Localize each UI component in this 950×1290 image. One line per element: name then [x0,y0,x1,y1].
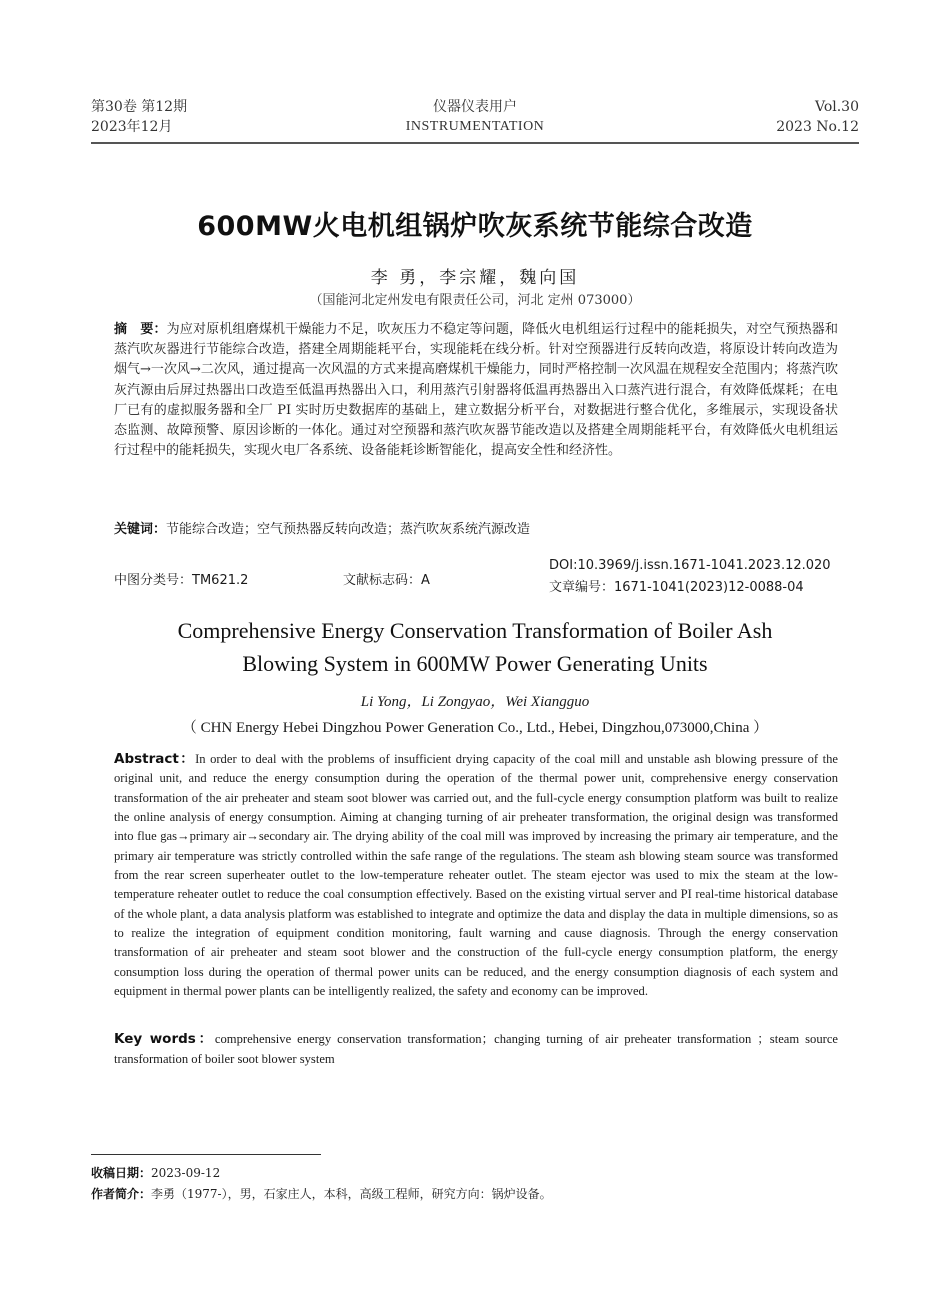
keywords-cn [114,518,838,537]
authors-en: Li Yong，Li Zongyao，Wei Xiangguo [360,694,590,710]
journal-name-en: INSTRUMENTATION [405,119,545,134]
clc-value: TM621.2 [192,573,249,588]
volume-en: Vol.30 [815,99,859,115]
authors-cn: 李 勇，李宗耀，魏向国 [370,268,580,288]
author-bio [91,1185,552,1202]
journal-name-cn: 仪器仪表用户 [433,99,517,115]
paper-title-cn: 600MW火电机组锅炉吹灰系统节能综合改造 [197,211,753,242]
doc-code-label: 文献标志码： [343,573,422,588]
doi-block [549,555,831,599]
clc-number [114,569,248,588]
date-cn: 2023年12月 [91,119,173,135]
document-code [343,569,430,588]
volume-issue-cn: 第30卷 第12期 [91,99,188,115]
header-rule [91,142,859,144]
received-date [91,1164,220,1181]
doi: DOI:10.3969/j.issn.1671-1041.2023.12.020 [549,558,831,573]
journal-name [300,97,650,137]
year-issue-en: 2023 No.12 [776,119,859,135]
keywords-cn-label: 关键词： [114,522,167,537]
keywords-cn-text: 节能综合改造；空气预热器反转向改造；蒸汽吹灰系统汽源改造 [166,522,531,537]
author-bio-value: 李勇（1977-），男，石家庄人，本科，高级工程师，研究方向：锅炉设备。 [151,1187,552,1201]
paper-title-en [60,614,890,680]
keywords-en-label: Key words： [114,1031,215,1047]
journal-volume-en [776,97,859,137]
title-en-line2: Blowing System in 600MW Power Generating Units [242,651,708,676]
abstract-en-label: Abstract： [114,751,196,767]
clc-label: 中图分类号： [114,573,193,588]
abstract-cn-text: 为应对原机组磨煤机干燥能力不足，吹灰压力不稳定等问题，降低火电机组运行过程中的能耗损失，对空气预热器和蒸汽吹灰器进行节能综合改造，搭建全周期能耗平台，实现能耗在线分析。针对空预器进行反转向改造，将原设计转向改造为烟气→一次风→二次风，通过提高一次风温的方式来提高磨煤机干燥能力，同时严格控制一次风温在规程安全范围内；将蒸汽吹灰汽源由后屏过热器出口改造至低温再热器出入口，利用蒸汽引射器将低温再热器出入口蒸汽进行混合，有效降低煤耗；在电厂已有的虚拟服务器和全厂 PI 实时历史数据库的基础上，建立数据分析平台，对数据进行整合优化，多维展示，实现设备状态监测、故障预警、原因诊断的一体化。通过对空预器和蒸汽吹灰器节能改造以及搭建全周期能耗平台，有效降低火电机组运行过程中的能耗损失，实现火电厂各系统、设备能耗诊断智能化，提高安全性和经济性。 [114,322,838,459]
abstract-en-text: In order to deal with the problems of insufficient drying capacity of the coal mill and unstable ash blowing pressure of the original unit, and reduce the energy consumption during the operation of the thermal power unit, comprehensive energy conservation transformation of the air preheater and steam soot blower was carried out, and the full-cycle energy consumption platform was built to realize the online analysis of energy consumption. Aiming at changing turning of air preheater transformation, the original design was transformed into flue gas→primary air→secondary air. The drying ability of the coal mill was improved by increasing the primary air temperature, and the primary air temperature was strictly controlled within the safe range of the regulations. The steam ash blowing steam source was transformed from the rear screen superheater outlet to the low-temperature reheater outlet. The steam ejector was used to mix the steam at the low-temperature reheater outlet to reduce the coal consumption effectively. Based on the existing virtual server and PI real-time historical database of the whole plant, a data analysis platform was established to integrate and optimize the data and display the data in multiple dimensions, so as to realize the integration of equipment condition monitoring, fault warning and cause diagnosis. Through the energy conservation transformation of air preheater and steam soot blower and the construction of the full-cycle energy consumption platform, the energy consumption loss during the operation of thermal power units can be reduced, and the energy consumption diagnosis of each system and equipment in thermal power plants can be intelligently realized, the safety and economy can be improved. [114,752,838,999]
journal-volume-issue [91,97,187,137]
affiliation-cn: （国能河北定州发电有限责任公司，河北 定州 073000） [309,293,641,308]
title-en-line1: Comprehensive Energy Conservation Transformation of Boiler Ash [177,618,773,643]
footnote-rule [91,1154,321,1155]
article-no-label: 文章编号： [549,580,615,595]
received-label: 收稿日期： [91,1166,152,1180]
affiliation-en: （ CHN Energy Hebei Dingzhou Power Generation Co., Ltd., Hebei, Dingzhou,073000,China ） [181,720,769,736]
author-bio-label: 作者简介： [91,1187,152,1201]
abstract-cn-label: 摘 要： [114,322,167,337]
keywords-en-text: comprehensive energy conservation transformation；changing turning of air preheater transformation ；steam source transformation of boiler soot blower system [114,1032,839,1066]
article-no-value: 1671-1041(2023)12-0088-04 [614,580,804,595]
abstract-cn [114,320,838,461]
keywords-en [114,1030,838,1069]
received-value: 2023-09-12 [151,1166,221,1180]
article-number [549,577,831,599]
doc-code-value: A [421,573,430,588]
abstract-en [114,750,838,1001]
